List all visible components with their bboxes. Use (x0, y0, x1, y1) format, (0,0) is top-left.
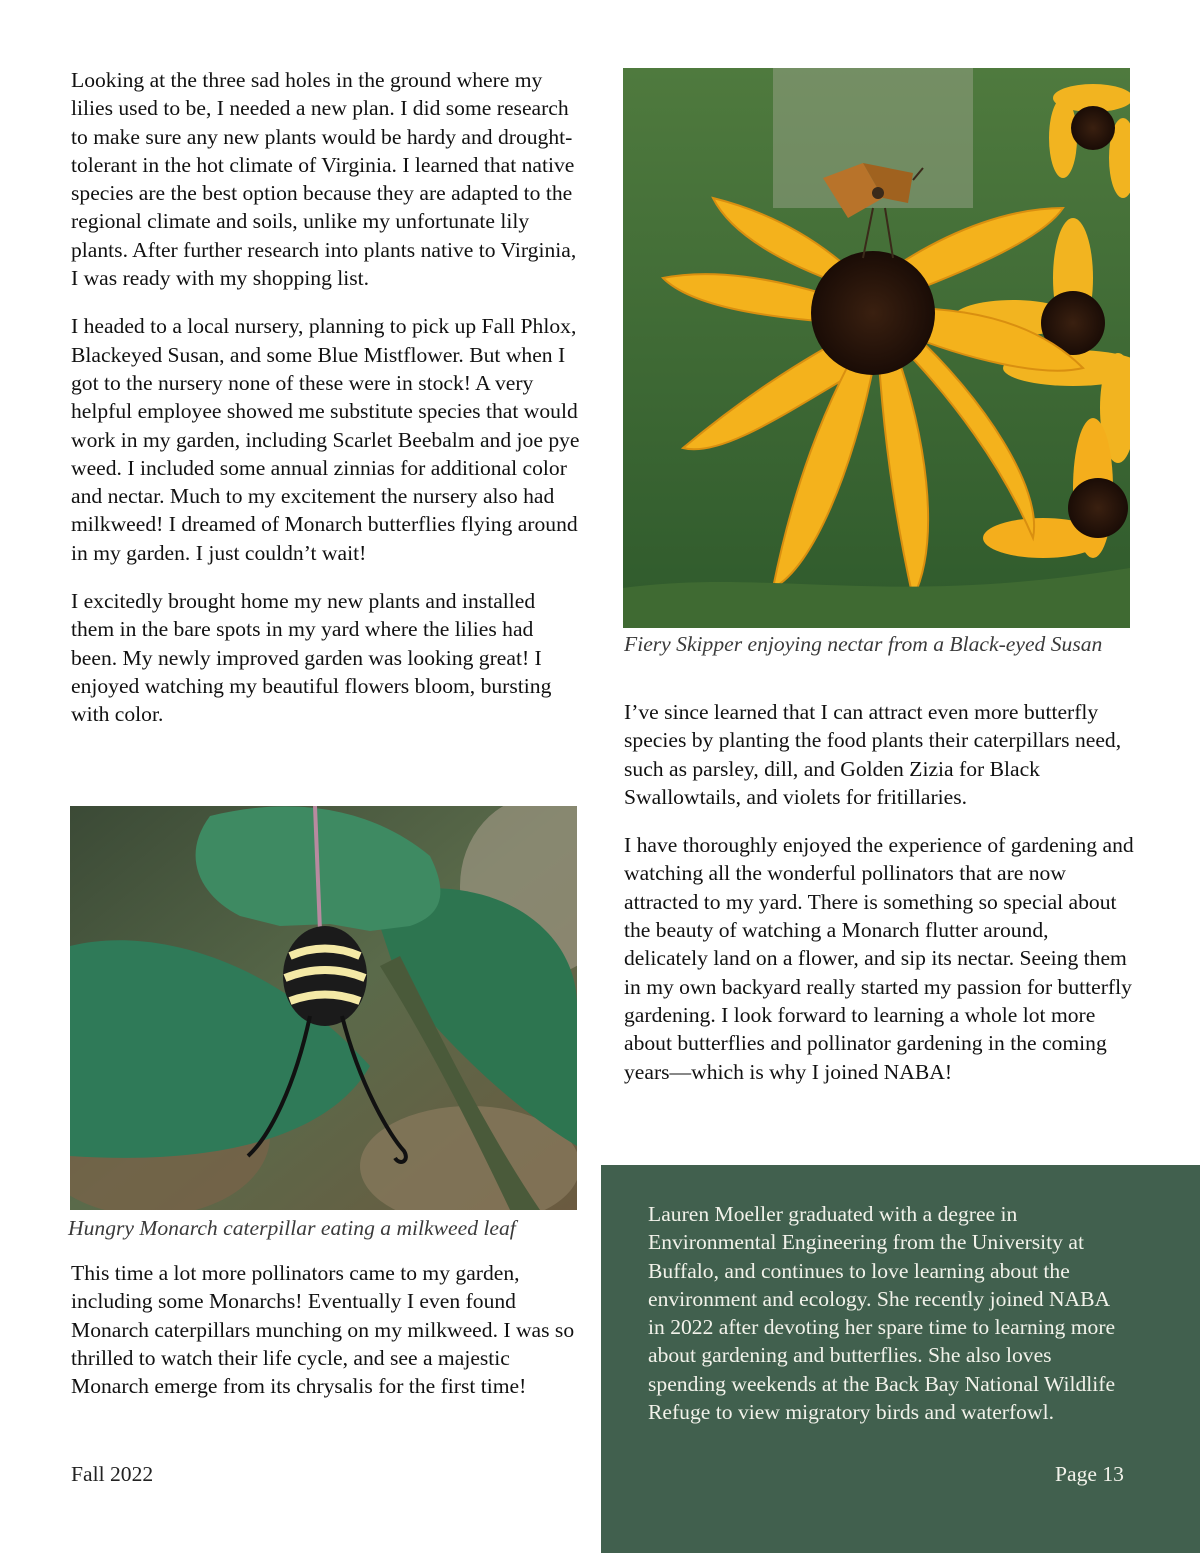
page-number: Page 13 (1055, 1462, 1124, 1486)
caterpillar-caption: Hungry Monarch caterpillar eating a milkweed leaf (68, 1216, 516, 1240)
right-paragraph-2: I have thoroughly enjoyed the experience of gardening and watching all the wonderful pollinators that are now attracted to my yard. There is something so special about the beauty of watching a Monarch flutter around, delicately land on a flower, and sip its nectar. Seeing them in my own backyard really started my passion for butterfly gardening. I look forward to learning a whole lot more about butterflies and pollinator gardening in the coming years—which is why I joined NABA! (624, 833, 1134, 1084)
skipper-caption: Fiery Skipper enjoying nectar from a Black-eyed Susan (624, 632, 1103, 656)
left-column (71, 66, 581, 729)
author-bio: Lauren Moeller graduated with a degree in Environmental Engineering from the University at Buffalo, and continues to love learning about the environment and ecology. She recently joined NABA in 2022 after devoting her spare time to learning more about gardening and butterflies. She also loves spending weekends at the Back Bay National Wildlife Refuge to view migratory birds and waterfowl. (648, 1202, 1116, 1425)
black-eyed-susan-photo (623, 68, 1130, 628)
left-paragraph-3: I excitedly brought home my new plants and installed them in the bare spots in my yard where the lilies had been. My newly improved garden was looking great! I enjoyed watching my beautiful flowers bloom, bursting with color. (71, 589, 552, 727)
left-paragraph-4: This time a lot more pollinators came to my garden, including some Monarchs! Eventually I even found Monarch caterpillars munching on my milkweed. I was so thrilled to watch their life cycle, and see a majestic Monarch emerge from its chrysalis for the first time! (71, 1261, 575, 1399)
issue-label: Fall 2022 (71, 1462, 154, 1486)
right-paragraph-1: I’ve since learned that I can attract even more butterfly species by planting the food plants their caterpillars need, such as parsley, dill, and Golden Zizia for Black Swallowtails, and violets for fritillaries. (624, 700, 1122, 809)
left-paragraph-2: I headed to a local nursery, planning to pick up Fall Phlox, Blackeyed Susan, and some Blue Mistflower. But when I got to the nursery none of these were in stock! A very helpful employee showed me substitute species that would work in my garden, including Scarlet Beebalm and joe pye weed. I included some annual zinnias for additional color and nectar. Much to my excitement the nursery also had milkweed! I dreamed of Monarch butterflies flying around in my garden. I just couldn’t wait! (71, 314, 580, 565)
left-paragraph-1: Looking at the three sad holes in the ground where my lilies used to be, I needed a new plan. I did some research to make sure any new plants would be hardy and drought-tolerant in the hot climate of Virginia. I learned that native species are the best option because they are adapted to the regional climate and soils, unlike my unfortunate lily plants. After further research into plants native to Virginia, I was ready with my shopping list. (71, 68, 577, 291)
caterpillar-photo (70, 806, 577, 1210)
right-column (624, 698, 1134, 1086)
